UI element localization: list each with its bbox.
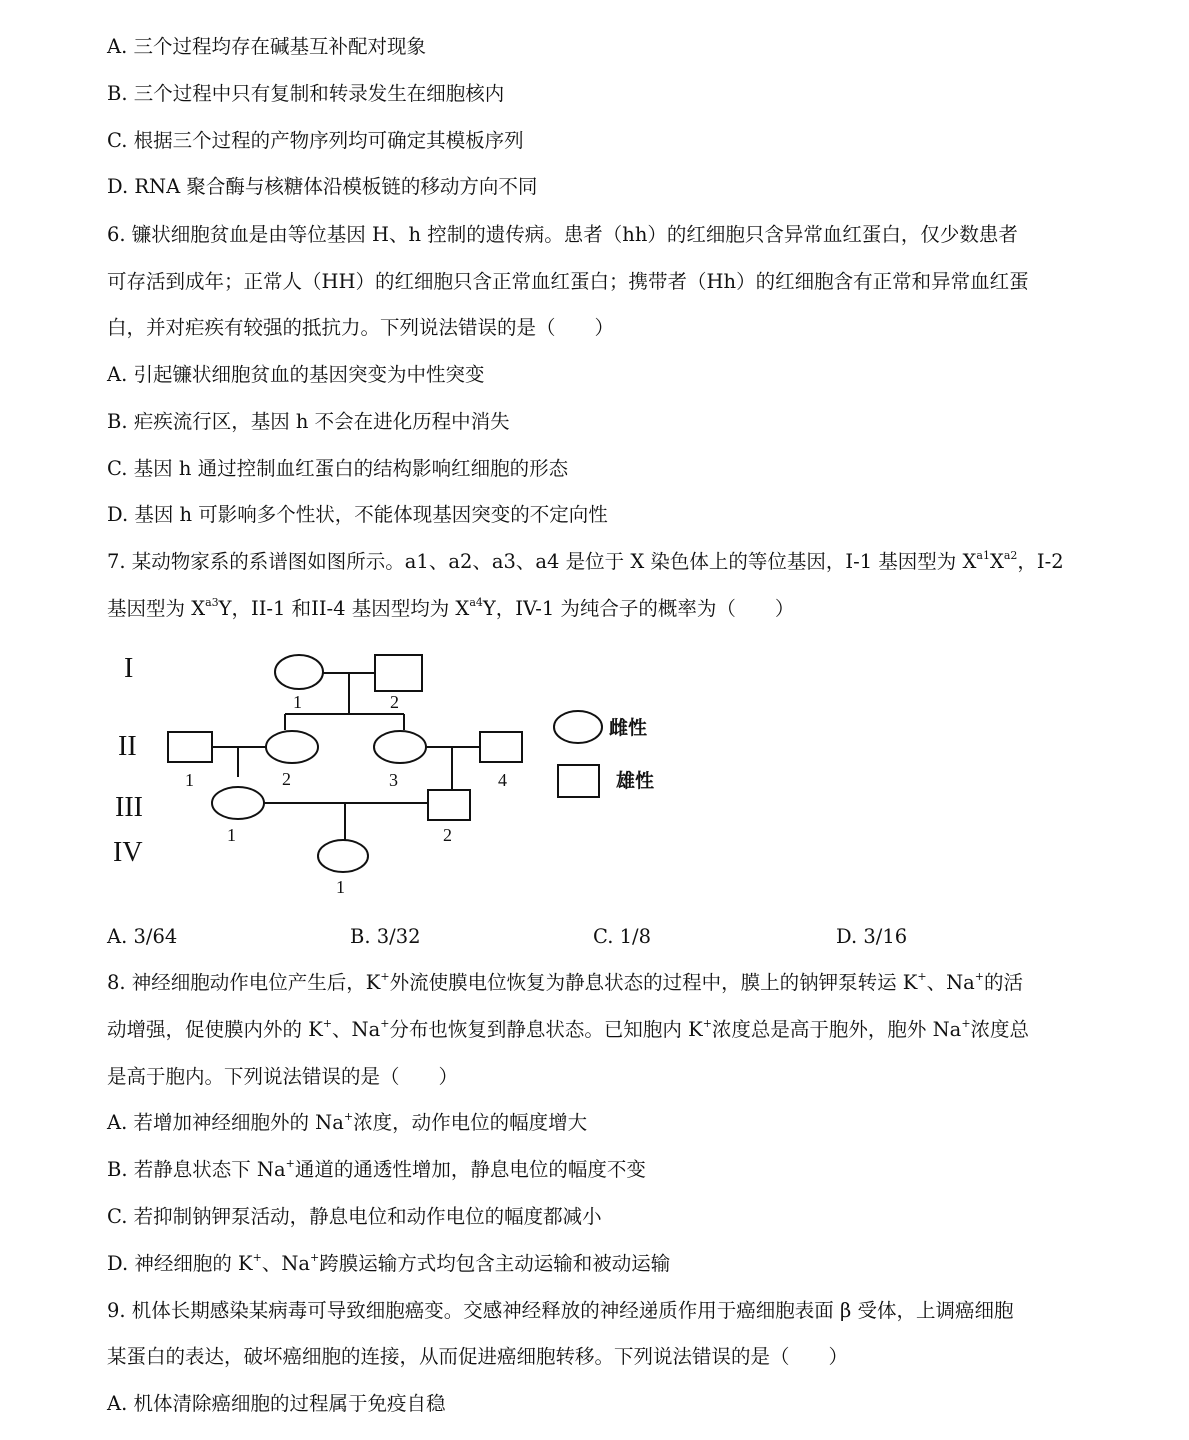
gen-label-IV: IV: [113, 837, 143, 868]
q7-stem-line-1: 7. 某动物家系的系谱图如图所示。a1、a2、a3、a4 是位于 X 染色体上的等位基因，I-1 基因型为 $X^{a1}X^{a2}$，I-2: [107, 549, 1064, 573]
I-1-number: 1: [293, 692, 302, 712]
q7-stem-line-2: 基因型为 $X^{a3}Y$，II-1 和II-4 基因型均为 $X^{a4}Y$，IV-1 为纯合子的概率为（ ）: [107, 596, 795, 620]
q6-option-b: B. 疟疾流行区，基因 h 不会在进化历程中消失: [107, 410, 510, 433]
II-3-number: 3: [389, 770, 398, 790]
q6-option-d: D. 基因 h 可影响多个性状，不能体现基因突变的不定向性: [107, 503, 608, 526]
II-4-male: [480, 732, 522, 762]
q5-option-c: C. 根据三个过程的产物序列均可确定其模板序列: [107, 129, 524, 152]
II-3-female: [374, 731, 426, 763]
q7-option-d: D. 3/16: [836, 925, 908, 948]
II-4-number: 4: [498, 770, 507, 790]
q6-stem-line-1: 6. 镰状细胞贫血是由等位基因 H、h 控制的遗传病。患者（hh）的红细胞只含异常血红蛋白，仅少数患者: [107, 223, 1018, 246]
q7-option-b: B. 3/32: [350, 925, 421, 948]
III-2-male: [428, 790, 470, 820]
I-1-female: [275, 655, 323, 689]
q8-option-b: B. 若静息状态下 Na+通道的通透性增加，静息电位的幅度不变: [107, 1157, 646, 1181]
gen-label-II: II: [118, 731, 137, 762]
q6-option-a: A. 引起镰状细胞贫血的基因突变为中性突变: [107, 363, 485, 386]
q9-option-a: A. 机体清除癌细胞的过程属于免疫自稳: [107, 1392, 446, 1415]
I-2-male: [375, 655, 422, 691]
II-2-number: 2: [282, 769, 291, 789]
q8-option-c: C. 若抑制钠钾泵活动，静息电位和动作电位的幅度都减小: [107, 1205, 602, 1228]
q6-option-c: C. 基因 h 通过控制血红蛋白的结构影响红细胞的形态: [107, 457, 569, 480]
II-2-female: [266, 731, 318, 763]
q6-stem-line-3: 白，并对疟疾有较强的抵抗力。下列说法错误的是（ ）: [107, 316, 615, 339]
q8-option-d: D. 神经细胞的 K+、Na+跨膜运输方式均包含主动运输和被动运输: [107, 1251, 671, 1275]
q5-option-d: D. RNA 聚合酶与核糖体沿模板链的移动方向不同: [107, 175, 538, 198]
q8-stem-line-3: 是高于胞内。下列说法错误的是（ ）: [107, 1065, 459, 1088]
q8-option-a: A. 若增加神经细胞外的 Na+浓度，动作电位的幅度增大: [107, 1110, 588, 1134]
III-2-number: 2: [443, 825, 452, 845]
q7-option-a: A. 3/64: [107, 925, 178, 948]
q6-stem-line-2: 可存活到成年；正常人（HH）的红细胞只含正常血红蛋白；携带者（Hh）的红细胞含有正常和异常血红蛋: [107, 270, 1029, 293]
q9-stem-line-1: 9. 机体长期感染某病毒可导致细胞癌变。交感神经释放的神经递质作用于癌细胞表面 β 受体，上调癌细胞: [107, 1299, 1014, 1322]
legend-male-symbol: [558, 765, 599, 797]
legend-male-label: 雄性: [616, 770, 655, 792]
q5-option-a: A. 三个过程均存在碱基互补配对现象: [107, 35, 426, 58]
III-1-number: 1: [227, 825, 236, 845]
I-2-number: 2: [390, 692, 399, 712]
IV-1-number: 1: [336, 877, 345, 897]
IV-1-female: [318, 840, 368, 872]
II-1-number: 1: [185, 770, 194, 790]
III-1-female: [212, 787, 264, 819]
q8-stem-line-1: 8. 神经细胞动作电位产生后，K+外流使膜电位恢复为静息状态的过程中，膜上的钠钾泵转运 K+、Na+的活: [107, 970, 1024, 994]
q8-stem-line-2: 动增强，促使膜内外的 K+、Na+分布也恢复到静息状态。已知胞内 K+浓度总是高于胞外，胞外 Na+浓度总: [107, 1017, 1030, 1041]
pedigree-chart: [100, 645, 680, 900]
legend-female-label: 雌性: [609, 717, 648, 739]
q5-option-b: B. 三个过程中只有复制和转录发生在细胞核内: [107, 82, 505, 105]
gen-label-III: III: [115, 792, 143, 823]
gen-label-I: I: [124, 653, 134, 684]
q7-option-c: C. 1/8: [593, 925, 652, 948]
legend-female-symbol: [554, 711, 602, 743]
q9-stem-line-2: 某蛋白的表达，破坏癌细胞的连接，从而促进癌细胞转移。下列说法错误的是（ ）: [107, 1345, 849, 1368]
II-1-male: [168, 732, 212, 762]
